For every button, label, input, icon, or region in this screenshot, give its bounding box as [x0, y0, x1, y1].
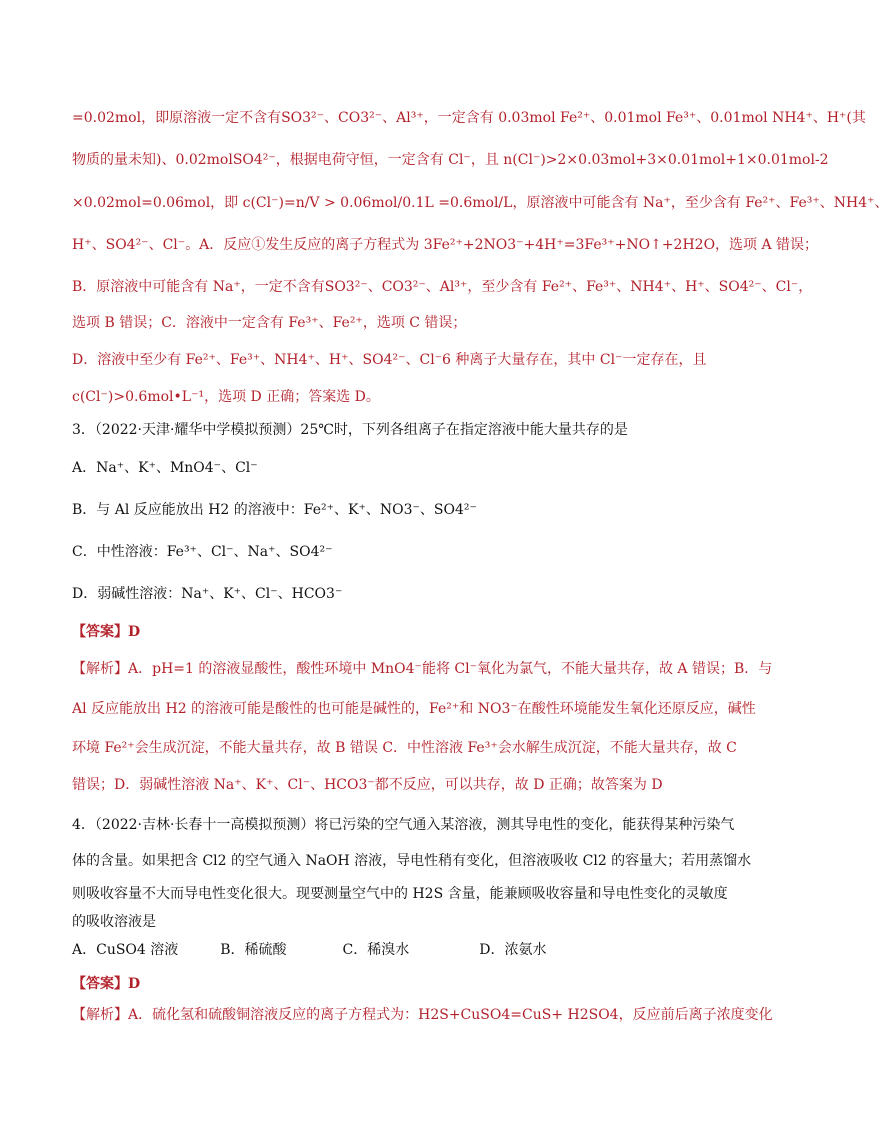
option-a: A．Na⁺、K⁺、MnO4⁻、Cl⁻ [72, 460, 258, 476]
option-b: B．与 Al 反应能放出 H2 的溶液中：Fe²⁺、K⁺、NO3⁻、SO4²⁻ [72, 502, 477, 518]
text-line: H⁺、SO4²⁻、Cl⁻。A．反应①发生反应的离子方程式为 3Fe²⁺+2NO3⁻+4H⁺=3Fe³⁺+NO↑+2H2O，选项 A 错误； [72, 237, 819, 253]
analysis-line: 环境 Fe²⁺会生成沉淀，不能大量共存，故 B 错误 C．中性溶液 Fe³⁺会水解生成沉淀，不能大量共存，故 C [72, 740, 737, 756]
answer-label: 【答案】D [72, 624, 141, 640]
question-4-options: A．CuSO4 溶液 B．稀硫酸 C．稀溴水 D．浓氨水 [72, 942, 547, 958]
text-line: ×0.02mol=0.06mol，即 c(Cl⁻)=n/V > 0.06mol/0.1L =0.6mol/L，原溶液中可能含有 Na⁺，至少含有 Fe²⁺、Fe³⁺、NH4⁺、 [72, 195, 889, 211]
text-line: 选项 B 错误；C．溶液中一定含有 Fe³⁺、Fe²⁺，选项 C 错误； [72, 315, 467, 331]
analysis-line: 错误；D．弱碱性溶液 Na⁺、K⁺、Cl⁻、HCO3⁻都不反应，可以共存，故 D 正确；故答案为 D [72, 777, 663, 793]
text-line: =0.02mol，即原溶液一定不含有SO3²⁻、CO3²⁻、Al³⁺，一定含有 0.03mol Fe²⁺、0.01mol Fe³⁺、0.01mol NH4⁺、H⁺(其 [72, 110, 866, 126]
question-4-stem: 体的含量。如果把含 Cl2 的空气通入 NaOH 溶液，导电性稍有变化，但溶液吸收 Cl2 的容量大；若用蒸馏水 [72, 853, 752, 869]
analysis-line: 【解析】A．硫化氢和硫酸铜溶液反应的离子方程式为：H2S+CuSO4=CuS+ H2SO4，反应前后离子浓度变化 [72, 1007, 773, 1023]
text-line: D．溶液中至少有 Fe²⁺、Fe³⁺、NH4⁺、H⁺、SO4²⁻、Cl⁻6 种离子大量存在，其中 Cl⁻一定存在，且 [72, 352, 707, 368]
analysis-line: Al 反应能放出 H2 的溶液可能是酸性的也可能是碱性的，Fe²⁺和 NO3⁻在酸性环境能发生氧化还原反应，碱性 [72, 701, 756, 717]
option-d: D．弱碱性溶液：Na⁺、K⁺、Cl⁻、HCO3⁻ [72, 586, 343, 602]
text-line: B．原溶液中可能含有 Na⁺，一定不含有SO3²⁻、CO3²⁻、Al³⁺，至少含有 Fe²⁺、Fe³⁺、NH4⁺、H⁺、SO4²⁻、Cl⁻， [72, 279, 813, 295]
text-line: c(Cl⁻)>0.6mol•L⁻¹，选项 D 正确；答案选 D。 [72, 389, 380, 405]
question-4-stem: 的吸收溶液是 [72, 914, 156, 930]
analysis-line: 【解析】A．pH=1 的溶液显酸性，酸性环境中 MnO4⁻能将 Cl⁻氧化为氯气，不能大量共存，故 A 错误；B．与 [72, 661, 773, 677]
question-4-stem: 则吸收容量不大而导电性变化很大。现要测量空气中的 H2S 含量，能兼顾吸收容量和导电性变化的灵敏度 [72, 886, 728, 902]
question-4-stem: 4．（2022·吉林·长春十一高模拟预测）将已污染的空气通入某溶液，测其导电性的变化，能获得某种污染气 [72, 817, 735, 833]
answer-label: 【答案】D [72, 976, 141, 992]
text-line: 物质的量未知)、0.02molSO4²⁻，根据电荷守恒，一定含有 Cl⁻，且 n(Cl⁻)>2×0.03mol+3×0.01mol+1×0.01mol-2 [72, 152, 829, 168]
question-3-stem: 3．（2022·天津·耀华中学模拟预测）25℃时，下列各组离子在指定溶液中能大量共存的是 [72, 422, 628, 438]
option-c: C．中性溶液：Fe³⁺、Cl⁻、Na⁺、SO4²⁻ [72, 544, 333, 560]
